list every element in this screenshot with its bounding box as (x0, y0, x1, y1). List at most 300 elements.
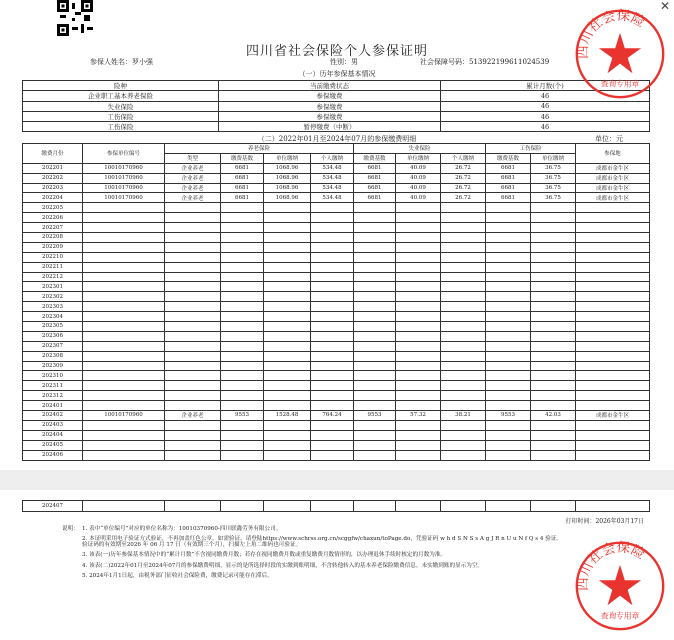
table-cell: 1068.96 (264, 173, 311, 183)
table-cell: 6681 (486, 183, 531, 193)
table-cell (354, 262, 396, 272)
table-cell: 6681 (486, 193, 531, 203)
table-cell (83, 242, 165, 252)
table-cell (311, 213, 354, 223)
table-row (23, 203, 650, 213)
table-cell: 40.09 (396, 193, 441, 203)
table-cell: 202403 (23, 420, 83, 430)
table-cell (441, 371, 486, 381)
table-cell (221, 203, 264, 213)
table-cell: 202310 (23, 371, 83, 381)
table-cell (221, 302, 264, 312)
table-cell: 失业保险 (23, 101, 219, 111)
table-cell: 202304 (23, 312, 83, 322)
table-row (23, 440, 650, 450)
table-cell (396, 430, 441, 440)
table-cell (354, 322, 396, 332)
table-cell (311, 312, 354, 322)
table-cell: 10010170960 (83, 183, 165, 193)
table-cell (311, 282, 354, 292)
table-cell (531, 262, 576, 272)
table-cell (221, 223, 264, 233)
table-cell (441, 440, 486, 450)
table-cell (486, 440, 531, 450)
note-item: 4. 该表(二)2022年01月至2024年07月的参保缴费明细，显示的是所选择时段的实缴到账明细，不含转他转入的基本养老保险缴费信息。未实缴到账的显示为空。 (82, 562, 484, 569)
table-cell: 202401 (23, 401, 83, 411)
table-cell (165, 312, 221, 322)
table-cell (441, 381, 486, 391)
stamp-bottom-text: 查询专用章 (600, 79, 640, 89)
table-cell (311, 430, 354, 440)
table-cell (354, 341, 396, 351)
table-cell (165, 361, 221, 371)
subheader-cell: 缴费基数 (221, 153, 264, 163)
table-cell (486, 242, 531, 252)
table-cell (441, 292, 486, 302)
table-cell (221, 262, 264, 272)
table-cell (441, 322, 486, 332)
table-cell (531, 302, 576, 312)
table-cell: 202406 (23, 450, 83, 460)
table-cell (576, 252, 650, 262)
table-cell (264, 420, 311, 430)
table-cell (576, 430, 650, 440)
table-cell: 6681 (354, 193, 396, 203)
table-cell (165, 401, 221, 411)
table-cell: 6681 (221, 183, 264, 193)
table-cell (486, 272, 531, 282)
table-cell: 暂停缴费（中断） (219, 122, 441, 132)
table-cell: 26.72 (441, 193, 486, 203)
table-cell (576, 312, 650, 322)
table-row (23, 312, 650, 322)
table-cell (165, 302, 221, 312)
table-cell (221, 292, 264, 302)
table-row (23, 322, 650, 332)
table-cell (264, 272, 311, 282)
table-row (23, 272, 650, 282)
table-cell (576, 371, 650, 381)
table-cell (441, 242, 486, 252)
table-cell (354, 312, 396, 322)
table-cell (311, 401, 354, 411)
table-cell (165, 391, 221, 401)
table-cell (165, 381, 221, 391)
table-cell: 202212 (23, 272, 83, 282)
table-row (23, 292, 650, 302)
table-cell (311, 331, 354, 341)
table-row (23, 101, 650, 111)
table-cell (264, 213, 311, 223)
table-cell (165, 292, 221, 302)
table-cell: 成都市金牛区 (576, 163, 650, 173)
table-row (23, 351, 650, 361)
qr-code (57, 0, 93, 36)
close-icon[interactable]: ✕ (659, 0, 670, 13)
table-cell (396, 233, 441, 243)
table-row (23, 361, 650, 371)
table-cell (486, 430, 531, 440)
table-cell: 202312 (23, 391, 83, 401)
table-cell (396, 312, 441, 322)
table-cell: 企业养老 (165, 173, 221, 183)
subheader-cell: 缴费基数 (486, 153, 531, 163)
table-cell: 202202 (23, 173, 83, 183)
table-cell (531, 420, 576, 430)
table-cell: 26.72 (441, 183, 486, 193)
header-unit-no: 参保单位编号 (83, 144, 165, 164)
table-cell: 36.75 (531, 173, 576, 183)
table-cell (165, 430, 221, 440)
table-cell: 534.48 (311, 193, 354, 203)
table-cell (441, 401, 486, 411)
table-cell (354, 401, 396, 411)
table-row (23, 341, 650, 351)
table-cell (396, 341, 441, 351)
table-cell (531, 223, 576, 233)
table-cell (531, 292, 576, 302)
table-cell (354, 371, 396, 381)
table-row (23, 331, 650, 341)
table-cell (221, 341, 264, 351)
table-cell (165, 351, 221, 361)
table-cell: 6681 (221, 193, 264, 203)
table-cell (531, 322, 576, 332)
table-cell (264, 233, 311, 243)
table-cell: 10010170960 (83, 173, 165, 183)
table-cell (221, 351, 264, 361)
table-cell: 6681 (354, 173, 396, 183)
table-cell: 202209 (23, 242, 83, 252)
table-cell (486, 401, 531, 411)
table-cell (531, 282, 576, 292)
table-cell (165, 341, 221, 351)
table-cell (165, 331, 221, 341)
table-row (23, 381, 650, 391)
table-cell (264, 361, 311, 371)
table-cell (531, 341, 576, 351)
basic-info-table (22, 80, 650, 132)
table-cell (311, 361, 354, 371)
table-row (23, 411, 650, 421)
table-cell (441, 203, 486, 213)
table-cell (264, 262, 311, 272)
table-cell (311, 302, 354, 312)
table-cell (83, 401, 165, 411)
table-cell (354, 292, 396, 302)
table-cell (165, 371, 221, 381)
table-cell: 534.48 (311, 163, 354, 173)
table-cell (354, 223, 396, 233)
table-cell (441, 213, 486, 223)
table-cell (576, 282, 650, 292)
table-cell: 46 (441, 101, 650, 111)
table-cell (396, 242, 441, 252)
notes (62, 526, 562, 583)
subheader-cell: 个人缴纳 (441, 153, 486, 163)
table-cell (576, 223, 650, 233)
table-row (23, 302, 650, 312)
table-cell (576, 420, 650, 430)
table-cell: 企业养老 (165, 193, 221, 203)
table-cell (165, 440, 221, 450)
table-cell: 工伤保险 (23, 111, 219, 121)
table-cell: 26.72 (441, 173, 486, 183)
table-cell (486, 213, 531, 223)
table-cell (576, 302, 650, 312)
table-cell (83, 430, 165, 440)
table-cell (441, 223, 486, 233)
page-title: 四川省社会保险个人参保证明 (245, 44, 428, 59)
official-stamp-top (572, 6, 668, 102)
table-cell (441, 391, 486, 401)
table-cell: 40.09 (396, 163, 441, 173)
table-cell (441, 282, 486, 292)
table-cell (83, 312, 165, 322)
table-cell (221, 322, 264, 332)
section2-title: （二）2022年01月至2024年07月的参保缴费明细 (257, 135, 417, 143)
table-cell (165, 213, 221, 223)
table-cell: 6681 (486, 173, 531, 183)
table-cell (311, 223, 354, 233)
notes-label: 说明： (62, 526, 79, 532)
table-cell (221, 371, 264, 381)
table-cell: 36.75 (531, 193, 576, 203)
table-cell: 202309 (23, 361, 83, 371)
table-cell (264, 450, 311, 460)
table-cell (83, 381, 165, 391)
table-row (23, 391, 650, 401)
table-row (23, 242, 650, 252)
table-cell (576, 450, 650, 460)
table-cell: 202307 (23, 341, 83, 351)
table-cell (165, 242, 221, 252)
table-cell: 36.75 (531, 183, 576, 193)
table-cell: 202207 (23, 223, 83, 233)
table-cell (221, 233, 264, 243)
table-cell (441, 252, 486, 262)
table-cell (165, 252, 221, 262)
table-cell: 38.21 (441, 411, 486, 421)
table-cell (311, 391, 354, 401)
table-cell (165, 233, 221, 243)
table-cell (264, 322, 311, 332)
table-row (23, 213, 650, 223)
header-unemployment: 失业保险 (354, 144, 486, 154)
table-cell (396, 351, 441, 361)
table-cell: 202205 (23, 203, 83, 213)
table-cell (486, 322, 531, 332)
table-cell: 202404 (23, 430, 83, 440)
table-cell (83, 361, 165, 371)
note-item: 2. 本证明采用电子验证方式验证，不再加盖红色公章。如需验证，请登陆https://www.schrss.org.cn/scggfw/chaxun/toPage.do，凭验证码 w h d S N S s A g J R n U u N f Q s 4 验证。验证码的有效期至2026 年 06 月 17 日（有效期三个月），扫描左上角二维码也可验证。 (82, 536, 563, 549)
table-cell (396, 262, 441, 272)
table-cell: 6681 (221, 163, 264, 173)
header-month: 缴费月份 (23, 144, 83, 164)
table-cell (264, 331, 311, 341)
table-cell: 企业养老 (165, 411, 221, 421)
table-cell: 202402 (23, 411, 83, 421)
table-row (23, 91, 650, 101)
table-cell: 工伤保险 (23, 122, 219, 132)
table-cell (83, 341, 165, 351)
table-cell: 1068.96 (264, 183, 311, 193)
table-cell (531, 381, 576, 391)
table-cell (486, 371, 531, 381)
table-cell (354, 272, 396, 282)
table-cell (486, 361, 531, 371)
table-cell (83, 272, 165, 282)
table-cell: 202305 (23, 322, 83, 332)
table-cell (354, 391, 396, 401)
table-cell: 参保缴费 (219, 91, 441, 101)
table-cell (83, 351, 165, 361)
table-cell (576, 391, 650, 401)
table-cell (354, 233, 396, 243)
table-cell (441, 312, 486, 322)
table-cell (311, 381, 354, 391)
table-cell (396, 252, 441, 262)
table-cell: 10010170960 (83, 163, 165, 173)
table-cell: 202204 (23, 193, 83, 203)
table-cell (354, 242, 396, 252)
table-cell (486, 223, 531, 233)
table-cell (576, 322, 650, 332)
table-cell (311, 351, 354, 361)
table-cell (264, 430, 311, 440)
table-cell: 参保缴费 (219, 101, 441, 111)
table-cell (221, 420, 264, 430)
table-cell: 6681 (221, 173, 264, 183)
table-cell (165, 450, 221, 460)
social-security-number: 社会保障号码：513922199611024539 (420, 58, 550, 66)
table-cell (264, 282, 311, 292)
table-cell (396, 272, 441, 282)
table-header-row (23, 81, 650, 91)
table-cell (83, 331, 165, 341)
table-row (23, 183, 650, 193)
table-cell (531, 351, 576, 361)
table-row (23, 371, 650, 381)
table-cell (311, 440, 354, 450)
table-cell (264, 341, 311, 351)
table-cell: 202311 (23, 381, 83, 391)
table-cell: 202211 (23, 262, 83, 272)
table-cell: 534.48 (311, 173, 354, 183)
table-cell: 202405 (23, 440, 83, 450)
table-cell (83, 233, 165, 243)
table-cell (531, 331, 576, 341)
table-cell (83, 391, 165, 401)
table-cell: 40.09 (396, 183, 441, 193)
table-cell (396, 371, 441, 381)
table-cell (531, 371, 576, 381)
page-gap (0, 470, 674, 490)
table-cell: 成都市金牛区 (576, 411, 650, 421)
table-cell: 46 (441, 111, 650, 121)
table-cell (531, 361, 576, 371)
table-cell (83, 292, 165, 302)
subheader-cell: 类型 (165, 153, 221, 163)
table-cell (486, 420, 531, 430)
table-cell: 企业养老 (165, 163, 221, 173)
table-cell: 202308 (23, 351, 83, 361)
table-cell (441, 450, 486, 460)
table-cell: 1528.48 (264, 411, 311, 421)
table-cell (576, 203, 650, 213)
table-cell (264, 203, 311, 213)
table-cell (486, 312, 531, 322)
table-cell: 10010170960 (83, 193, 165, 203)
table-cell (441, 262, 486, 272)
table-cell (165, 262, 221, 272)
header-months: 累计月数(个) (441, 81, 650, 91)
section1-title: （一）历年参保基本情况 (298, 70, 376, 78)
table-cell (486, 262, 531, 272)
table-cell (264, 252, 311, 262)
unit-label: 单位：元 (595, 135, 623, 143)
header-injury: 工伤保险 (486, 144, 576, 154)
table-cell (531, 430, 576, 440)
table-cell: 1068.96 (264, 193, 311, 203)
header-place: 参保地 (576, 144, 650, 164)
table-cell (221, 450, 264, 460)
table-row (23, 163, 650, 173)
note-item: 3. 该表(一)历年参保基本情况中的“累计月数”不含视同缴费月数；若存在视同缴费月数或重复缴费月数情形的，以办理退休手续时核定的月数为准。 (82, 552, 447, 559)
table-cell (396, 292, 441, 302)
table-cell: 6681 (354, 183, 396, 193)
note-item: 1. 表中“单位编号”对应的单位名称为：10010370960-四川联鑫劳务有限公司。 (82, 526, 282, 532)
table-cell (354, 450, 396, 460)
table-cell (264, 371, 311, 381)
table-cell: 6681 (486, 163, 531, 173)
table-cell (264, 351, 311, 361)
table-cell (354, 252, 396, 262)
subheader-cell: 个人缴纳 (311, 153, 354, 163)
table-cell: 202208 (23, 233, 83, 243)
table-cell (486, 252, 531, 262)
table-cell (486, 302, 531, 312)
table-row (23, 401, 650, 411)
table-cell: 202306 (23, 331, 83, 341)
table-cell (311, 252, 354, 262)
table-cell (441, 302, 486, 312)
table-cell (354, 282, 396, 292)
table-cell (576, 381, 650, 391)
table-cell (354, 351, 396, 361)
table-cell (83, 223, 165, 233)
table-cell: 企业职工基本养老保险 (23, 91, 219, 101)
table-cell (396, 331, 441, 341)
table-cell: 202201 (23, 163, 83, 173)
insured-name: 参保人姓名：罗小强 (90, 58, 153, 66)
table-cell (354, 430, 396, 440)
table-cell (576, 262, 650, 272)
table-row (23, 252, 650, 262)
table-cell: 9553 (354, 411, 396, 421)
official-stamp-bottom (572, 538, 668, 634)
table-cell (311, 420, 354, 430)
table-cell (354, 331, 396, 341)
table-cell (221, 381, 264, 391)
table-cell (221, 440, 264, 450)
table-row (23, 122, 650, 132)
payment-detail-table-continued (22, 500, 650, 512)
table-cell (531, 213, 576, 223)
table-cell: 202302 (23, 292, 83, 302)
table-cell: 9553 (221, 411, 264, 421)
table-cell: 6681 (354, 163, 396, 173)
